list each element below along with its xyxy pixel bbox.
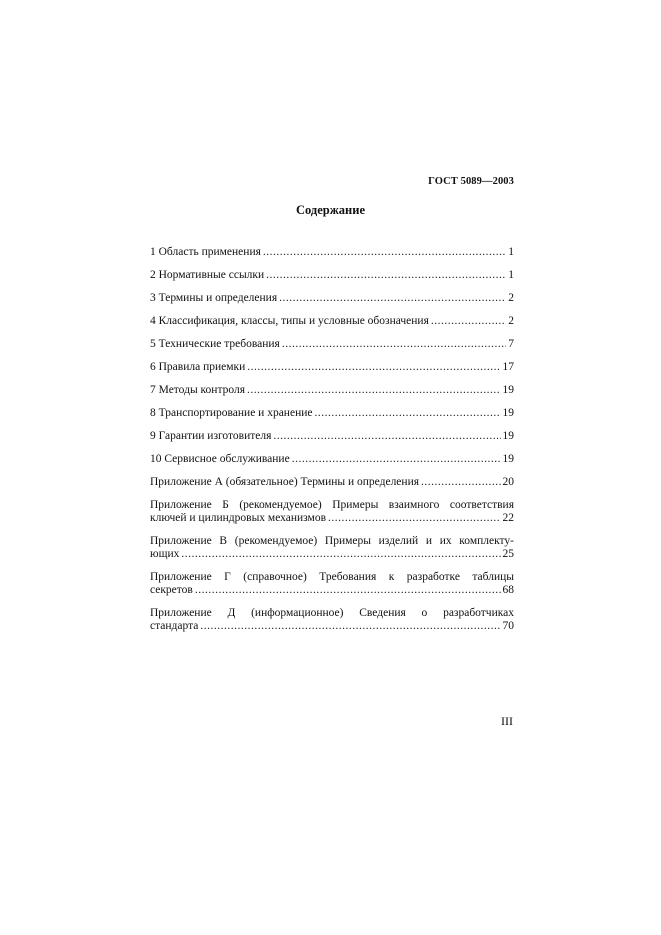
toc-leader: [266, 269, 506, 282]
toc-entry[interactable]: [150, 246, 514, 259]
toc-entry[interactable]: [150, 269, 514, 282]
toc-entry-text-line1: Приложение В (рекомендуемое) Примеры изделий и их комплекту-: [150, 535, 514, 547]
toc-entry-page: 7: [508, 338, 514, 350]
toc-leader: [181, 548, 500, 561]
table-of-contents: [150, 246, 514, 643]
toc-leader: [431, 315, 506, 328]
toc-entry-text: 9 Гарантии изготовителя: [150, 430, 272, 442]
toc-entry[interactable]: [150, 407, 514, 420]
toc-entry-page: 19: [502, 407, 514, 419]
toc-entry-page: 1: [508, 269, 514, 281]
toc-entry-page: 19: [502, 384, 514, 396]
toc-leader: [195, 584, 501, 597]
toc-entry-text: 4 Классификация, классы, типы и условные обозначения: [150, 315, 429, 327]
toc-leader: [328, 512, 501, 525]
toc-leader: [263, 246, 506, 259]
toc-entry-text-line1: Приложение Г (справочное) Требования к разработке таблицы: [150, 571, 514, 583]
toc-leader: [200, 620, 500, 633]
toc-entry-text: 7 Методы контроля: [150, 384, 245, 396]
toc-leader: [421, 476, 500, 489]
toc-entry-text: 3 Термины и определения: [150, 292, 278, 304]
toc-entry-text: 2 Нормативные ссылки: [150, 269, 265, 281]
toc-entry-page: 68: [502, 584, 514, 596]
toc-entry-text: 10 Сервисное обслуживание: [150, 453, 290, 465]
toc-entry[interactable]: [150, 499, 514, 525]
toc-entry-text: ющих: [150, 548, 180, 560]
toc-leader: [273, 430, 500, 443]
toc-entry-text: 8 Транспортирование и хранение: [150, 407, 313, 419]
toc-title: Содержание: [295, 203, 365, 217]
toc-entry-page: 17: [502, 361, 514, 373]
toc-entry-text: стандарта: [150, 620, 199, 632]
toc-entry-text-line1: Приложение Б (рекомендуемое) Примеры взаимного соответствия: [150, 499, 514, 511]
toc-entry-page: 22: [502, 512, 514, 524]
toc-leader: [247, 361, 500, 374]
toc-entry[interactable]: [150, 453, 514, 466]
toc-entry-text: 6 Правила приемки: [150, 361, 246, 373]
toc-entry[interactable]: [150, 607, 514, 633]
toc-entry-page: 2: [508, 315, 514, 327]
toc-entry[interactable]: [150, 292, 514, 305]
toc-entry-page: 70: [502, 620, 514, 632]
toc-entry-page: 19: [502, 430, 514, 442]
toc-entry[interactable]: [150, 571, 514, 597]
toc-entry[interactable]: [150, 384, 514, 397]
toc-entry[interactable]: [150, 338, 514, 351]
toc-entry-text: секретов: [150, 584, 193, 596]
toc-leader: [282, 338, 506, 351]
toc-entry-text: Приложение А (обязательное) Термины и определения: [150, 476, 420, 488]
toc-entry[interactable]: [150, 315, 514, 328]
toc-entry-text-line1: Приложение Д (информационное) Сведения о разработчиках: [150, 607, 514, 619]
toc-entry-page: 1: [508, 246, 514, 258]
toc-leader: [292, 453, 501, 466]
toc-entry[interactable]: [150, 535, 514, 561]
toc-leader: [279, 292, 506, 305]
document-code: ГОСТ 5089—2003: [428, 176, 514, 187]
toc-entry[interactable]: [150, 476, 514, 489]
toc-entry-page: 19: [502, 453, 514, 465]
toc-entry-page: 25: [502, 548, 514, 560]
toc-entry[interactable]: [150, 430, 514, 443]
toc-entry[interactable]: [150, 361, 514, 374]
toc-leader: [314, 407, 500, 420]
toc-entry-page: 2: [508, 292, 514, 304]
page-number: III: [501, 714, 513, 728]
toc-entry-page: 20: [502, 476, 514, 488]
toc-leader: [247, 384, 501, 397]
toc-entry-text: 1 Область применения: [150, 246, 261, 258]
toc-entry-text: 5 Технические требования: [150, 338, 280, 350]
toc-entry-text: ключей и цилиндровых механизмов: [150, 512, 326, 524]
